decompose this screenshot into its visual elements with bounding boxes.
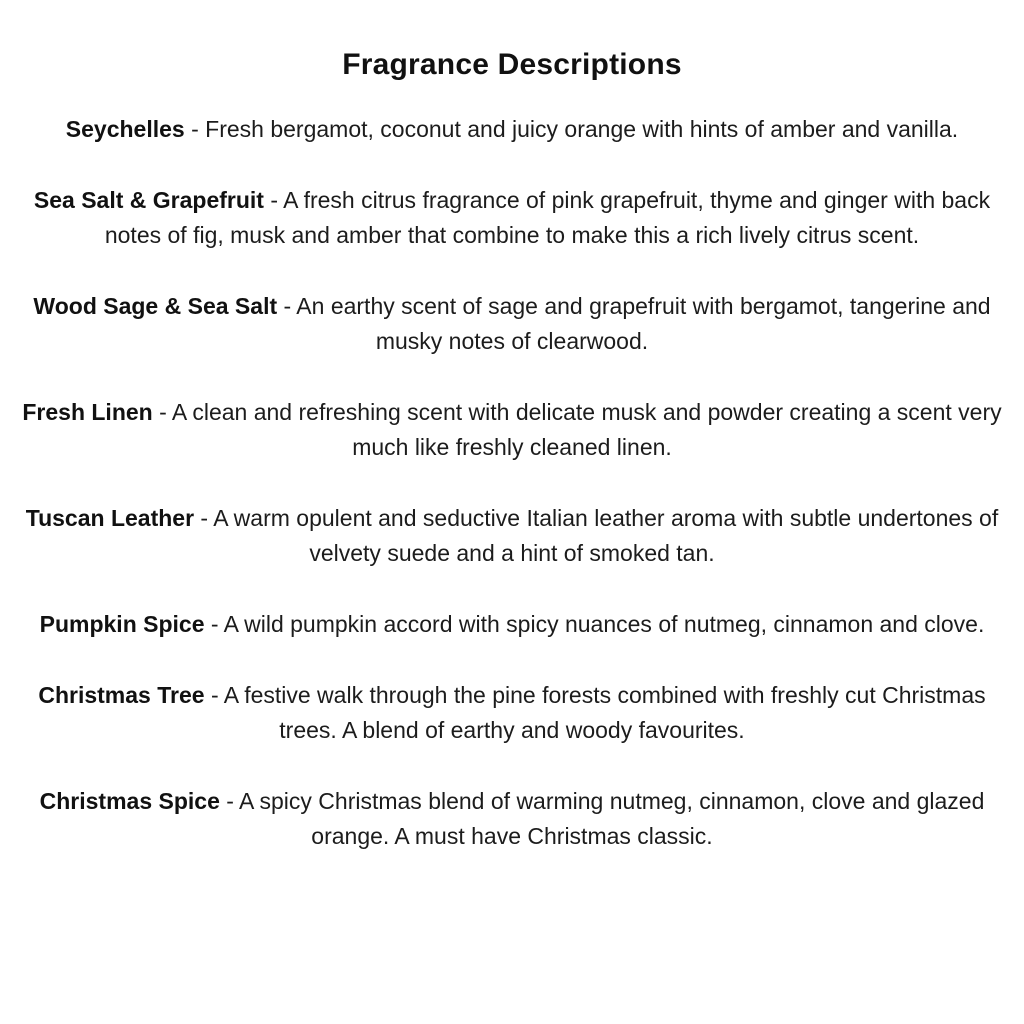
fragrance-description: Fresh bergamot, coconut and juicy orange with hints of amber and vanilla.: [205, 116, 959, 142]
fragrance-name: Christmas Tree: [38, 682, 205, 708]
fragrance-name: Wood Sage & Sea Salt: [33, 293, 278, 319]
separator: -: [204, 682, 224, 708]
separator: -: [204, 611, 224, 637]
fragrance-name: Sea Salt & Grapefruit: [33, 187, 264, 213]
separator: -: [277, 293, 297, 319]
fragrance-name: Pumpkin Spice: [39, 611, 205, 637]
fragrance-entry: [16, 183, 1008, 253]
fragrance-description: An earthy scent of sage and grapefruit with bergamot, tangerine and musky notes of clearwood.: [296, 293, 997, 354]
separator: -: [194, 505, 214, 531]
fragrance-entry: [16, 678, 1008, 748]
fragrance-entry: [16, 784, 1008, 854]
fragrance-entry: [16, 501, 1008, 571]
fragrance-description: A warm opulent and seductive Italian leather aroma with subtle undertones of velvety suede and a hint of smoked tan.: [213, 505, 1005, 566]
fragrance-name: Fresh Linen: [22, 399, 153, 425]
fragrance-entry: [16, 289, 1008, 359]
fragrance-description: A spicy Christmas blend of warming nutmeg, cinnamon, clove and glazed orange. A must have Christmas classic.: [239, 788, 991, 849]
separator: -: [152, 399, 172, 425]
fragrance-name: Seychelles: [65, 116, 185, 142]
fragrance-description: A wild pumpkin accord with spicy nuances of nutmeg, cinnamon and clove.: [223, 611, 985, 637]
fragrance-list: [16, 112, 1008, 854]
fragrance-description: A fresh citrus fragrance of pink grapefruit, thyme and ginger with back notes of fig, musk and amber that combine to make this a rich lively citrus scent.: [104, 187, 997, 248]
fragrance-description: A clean and refreshing scent with delicate musk and powder creating a scent very much like freshly cleaned linen.: [171, 399, 1009, 460]
fragrance-entry: [16, 607, 1008, 642]
page-title: Fragrance Descriptions: [342, 48, 682, 81]
fragrance-description: A festive walk through the pine forests combined with freshly cut Christmas trees. A blend of earthy and woody favourites.: [223, 682, 993, 743]
fragrance-name: Tuscan Leather: [25, 505, 195, 531]
document: [16, 0, 1008, 854]
fragrance-entry: [16, 112, 1008, 147]
fragrance-name: Christmas Spice: [39, 788, 220, 814]
separator: -: [263, 187, 284, 213]
separator: -: [184, 116, 206, 142]
fragrance-entry: [16, 395, 1008, 465]
separator: -: [219, 788, 240, 814]
